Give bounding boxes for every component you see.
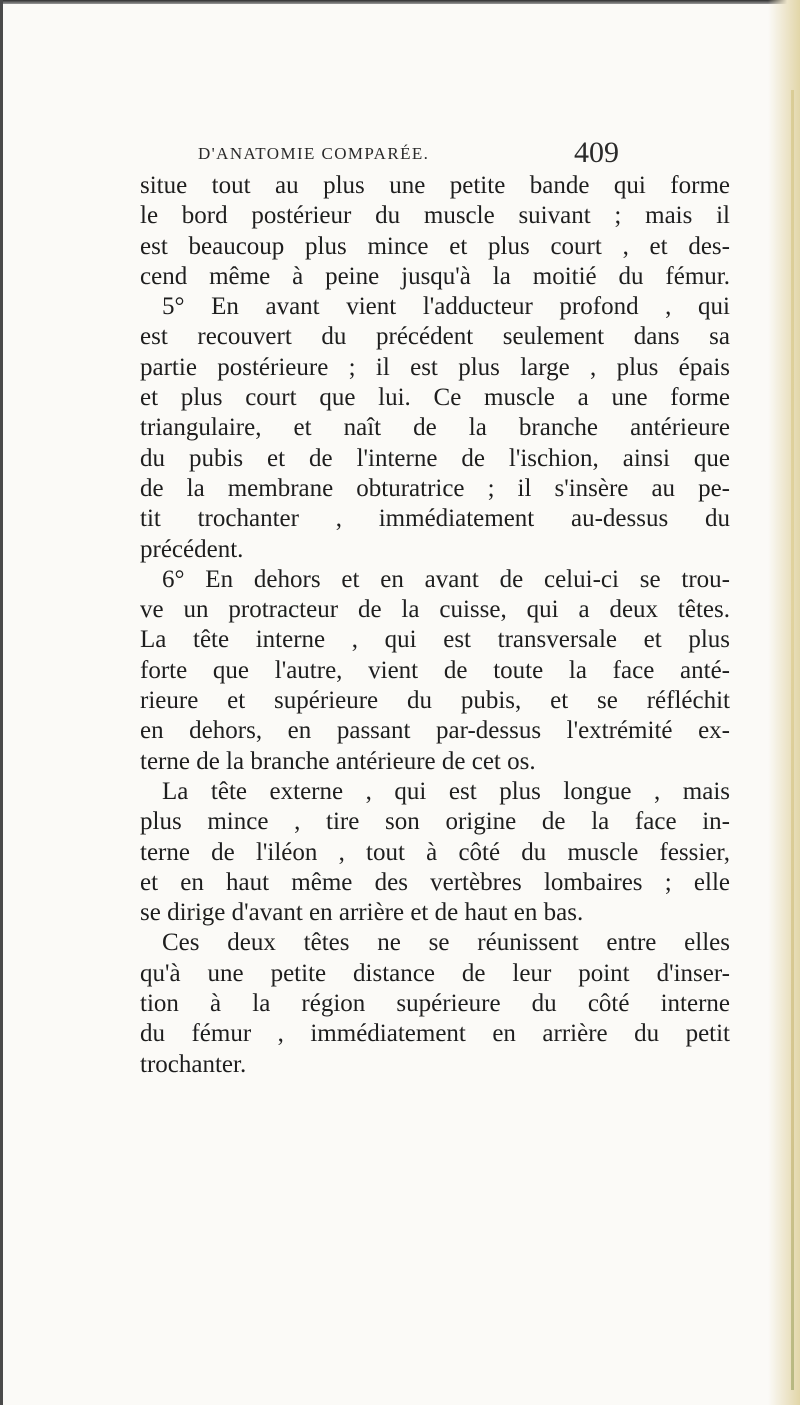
text-line: est beaucoup plus mince et plus court , et des-	[140, 232, 730, 260]
text-line: tit trochanter , immédiatement au-dessus du	[140, 505, 730, 533]
text-line: ve un protracteur de la cuisse, qui a deux têtes.	[140, 596, 730, 624]
text-line: terne de la branche antérieure de cet os.	[140, 747, 536, 775]
text-line: terne de l'iléon , tout à côté du muscle fessier,	[140, 838, 730, 866]
text-line: La tête externe , qui est plus longue , mais	[162, 777, 730, 805]
page-top-edge	[0, 0, 800, 4]
page-number: 409	[574, 136, 619, 169]
running-head: D'ANATOMIE COMPARÉE.	[198, 144, 430, 163]
text-line: qu'à une petite distance de leur point d'inser-	[140, 959, 730, 987]
text-line: partie postérieure ; il est plus large , plus épais	[140, 353, 730, 381]
text-line: du fémur , immédiatement en arrière du petit	[140, 1020, 730, 1048]
text-line: 5° En avant vient l'adducteur profond , qui	[162, 293, 730, 321]
text-line: 6° En dehors et en avant de celui-ci se trou-	[162, 565, 730, 593]
page-left-edge	[0, 0, 3, 1405]
text-line: est recouvert du précédent seulement dans sa	[140, 323, 730, 351]
text-line: forte que l'autre, vient de toute la face anté-	[140, 656, 730, 684]
text-line: précédent.	[140, 535, 244, 563]
text-line: et en haut même des vertèbres lombaires ; elle	[140, 868, 730, 896]
text-line: La tête interne , qui est transversale et plus	[140, 626, 730, 654]
text-line: situe tout au plus une petite bande qui forme	[140, 172, 730, 199]
text-line: de la membrane obturatrice ; il s'insère au pe-	[140, 474, 730, 502]
text-line: le bord postérieur du muscle suivant ; mais il	[140, 202, 730, 230]
text-line: plus mince , tire son origine de la face in-	[140, 808, 730, 836]
text-line: triangulaire, et naît de la branche antérieure	[140, 414, 730, 442]
text-line: en dehors, en passant par-dessus l'extrémité ex-	[140, 717, 730, 745]
text-line: trochanter.	[140, 1050, 247, 1078]
text-line: tion à la région supérieure du côté interne	[140, 990, 730, 1018]
text-line: rieure et supérieure du pubis, et se réfléchit	[140, 687, 730, 715]
text-line: Ces deux têtes ne se réunissent entre elles	[162, 929, 730, 957]
page-gutter-shadow	[768, 0, 800, 1405]
body-text	[140, 171, 730, 1080]
text-line: se dirige d'avant en arrière et de haut en bas.	[140, 899, 584, 927]
text-line: cend même à peine jusqu'à la moitié du fémur.	[140, 262, 730, 290]
text-line: et plus court que lui. Ce muscle a une forme	[140, 384, 730, 412]
text-line: du pubis et de l'interne de l'ischion, ainsi que	[140, 444, 730, 472]
